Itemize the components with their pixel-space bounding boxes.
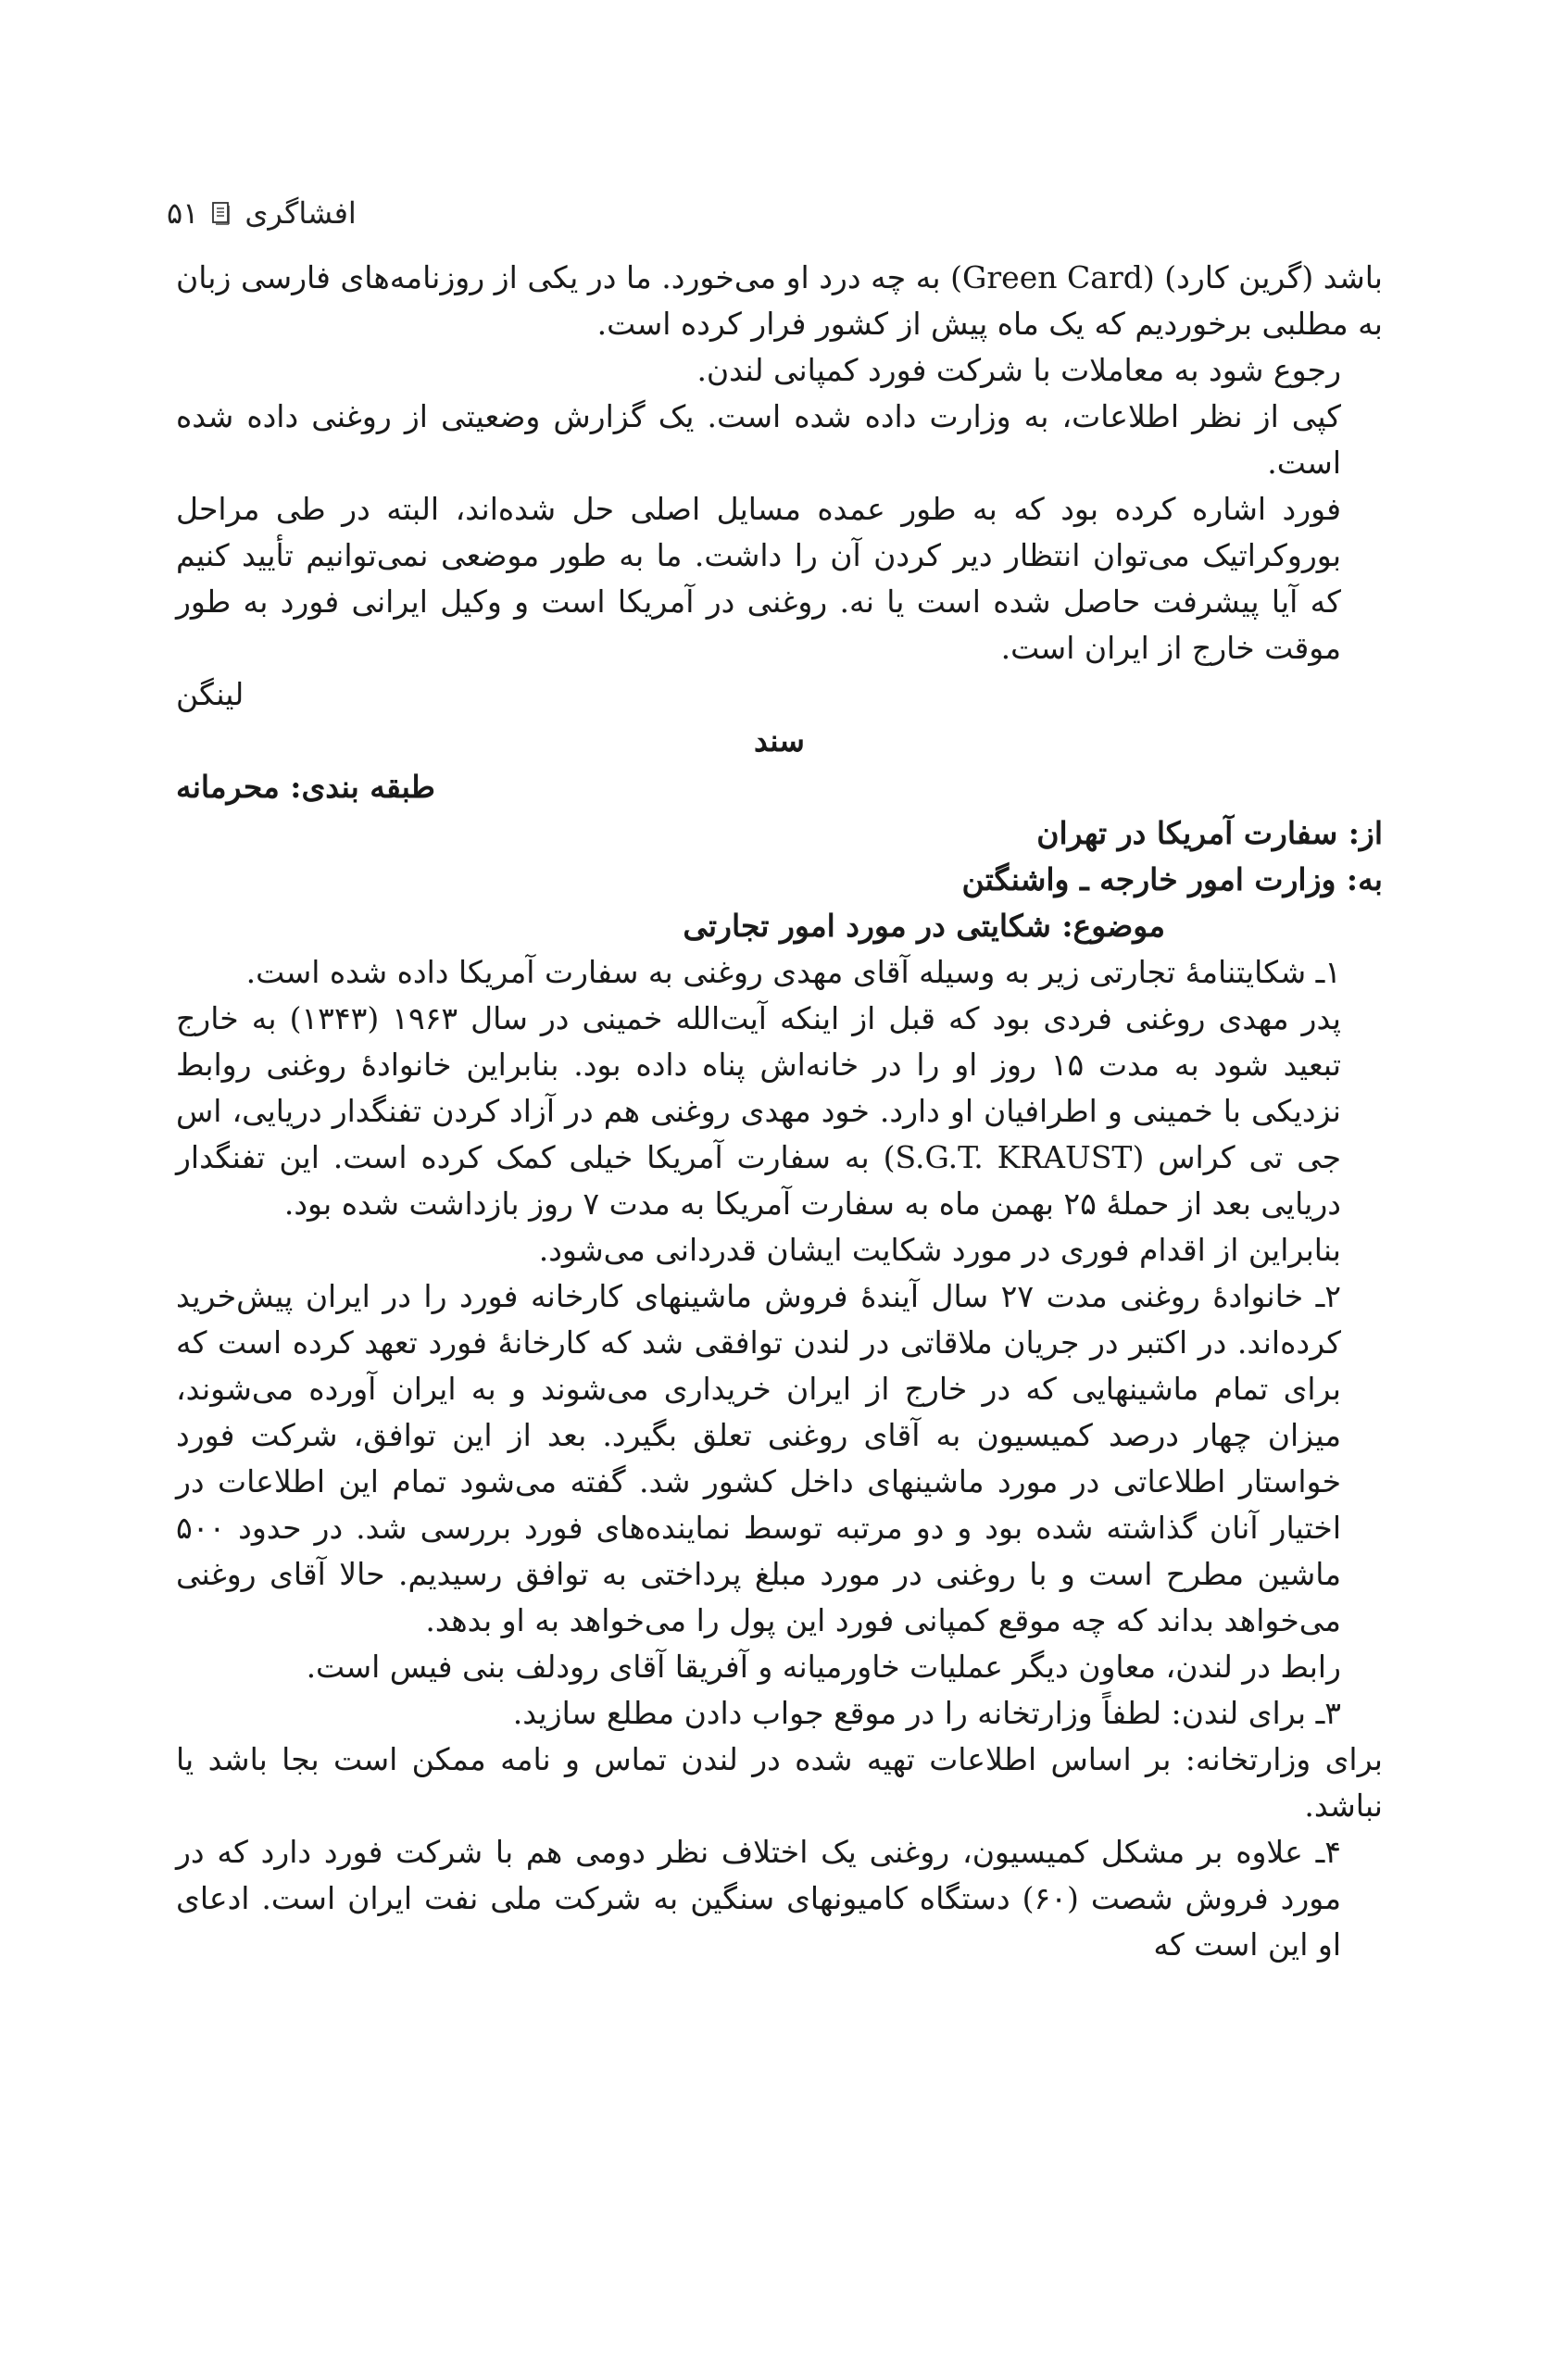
paragraph: فورد اشاره کرده بود که به طور عمده مسایل اصلی حل شده‌اند، البته در طی مراحل بوروکراتیک می‌توان انتظار دیر کردن آن را داشت. ما به طور موضعی نمی‌توانیم تأیید کنیم که آیا پیشرفت حاصل شده است یا نه. روغنی در آمریکا است و وکیل ایرانی فورد به طور موقت خارج از ایران است.	[176, 491, 1341, 666]
document-heading: سند	[754, 722, 805, 759]
running-header	[167, 185, 373, 241]
paragraph: رجوع شود به معاملات با شرکت فورد کمپانی لندن.	[696, 352, 1341, 388]
paragraph: کپی از نظر اطلاعات، به وزارت داده شده است. یک گزارش وضعیتی از روغنی داده شده است.	[176, 398, 1341, 481]
paragraph: ۱ـ شکایتنامهٔ تجارتی زیر به وسیله آقای مهدی روغنی به سفارت آمریکا داده شده است.	[245, 954, 1341, 990]
page-body	[176, 255, 1383, 1968]
classification-line: طبقه بندی: محرمانه	[176, 769, 435, 805]
book-icon	[211, 201, 232, 225]
paragraph: بنابراین از اقدام فوری در مورد شکایت ایشان قدردانی می‌شود.	[538, 1232, 1341, 1268]
book-title: افشاگری	[245, 195, 357, 231]
paragraph: رابط در لندن، معاون دیگر عملیات خاورمیانه و آفریقا آقای رودلف بنی فیس است.	[306, 1649, 1341, 1685]
paragraph: پدر مهدی روغنی فردی بود که قبل از اینکه آیت‌الله خمینی در سال ۱۹۶۳ (۱۳۴۳) به خارج تبعید شود به مدت ۱۵ روز او را در خانه‌اش پناه داده بود. بنابراین خانوادهٔ روغنی روابط نزدیکی با خمینی و اطرافیان او دارد. خود مهدی روغنی هم در آزاد کردن تفنگدار دریایی، اس جی تی کراس (S.G.T. KRAUST) به سفارت آمریکا خیلی کمک کرده است. این تفنگدار دریایی بعد از حملهٔ ۲۵ بهمن ماه به سفارت آمریکا به مدت ۷ روز بازداشت شده بود.	[176, 1000, 1342, 1222]
to-line: به: وزارت امور خارجه ـ واشنگتن	[961, 861, 1383, 897]
paragraph: ۳ـ برای لندن: لطفاً وزارتخانه را در موقع جواب دادن مطلع سازید.	[512, 1695, 1341, 1731]
paragraph: باشد (گرین کارد) (Green Card) به چه درد او می‌خورد. ما در یکی از روزنامه‌های فارسی زبان به مطلبی برخوردیم که یک ماه پیش از کشور فرار کرده است.	[176, 259, 1383, 342]
paragraph: ۲ـ خانوادهٔ روغنی مدت ۲۷ سال آیندهٔ فروش ماشینهای کارخانه فورد را در ایران پیش‌خرید کرده‌اند. در اکتبر در جریان ملاقاتی در لندن توافقی شد که کارخانهٔ فورد تعهد کرده است که برای تمام ماشینهایی که در خارج از ایران خریداری می‌شوند و به ایران آورده می‌شوند، میزان چهار درصد کمیسیون به آقای روغنی تعلق بگیرد. بعد از این توافق، شرکت فورد خواستار اطلاعاتی در مورد ماشینهای داخل کشور شد. گفته می‌شود تمام این اطلاعات در اختیار آنان گذاشته شده بود و دو مرتبه توسط نماینده‌های فورد بررسی شد. در حدود ۵۰۰ ماشین مطرح است و با روغنی در مورد مبلغ پرداختی به توافق رسیدیم. حالا آقای روغنی می‌خواهد بداند که چه موقع کمپانی فورد این پول را می‌خواهد به او بدهد.	[176, 1278, 1341, 1638]
page-number: ۵۱	[167, 195, 199, 231]
signature: لینگن	[176, 676, 245, 712]
paragraph: ۴ـ علاوه بر مشکل کمیسیون، روغنی یک اختلاف نظر دومی هم با شرکت فورد دارد که در مورد فروش شصت (۶۰) دستگاه کامیونهای سنگین به شرکت ملی نفت ایران است. ادعای او این است که	[176, 1834, 1342, 1963]
from-line: از: سفارت آمریکا در تهران	[1036, 815, 1383, 851]
paragraph: برای وزارتخانه: بر اساس اطلاعات تهیه شده در لندن تماس و نامه ممکن است بجا باشد یا نباشد.	[176, 1741, 1383, 1824]
subject-line: موضوع: شکایتی در مورد امور تجارتی	[683, 908, 1165, 944]
